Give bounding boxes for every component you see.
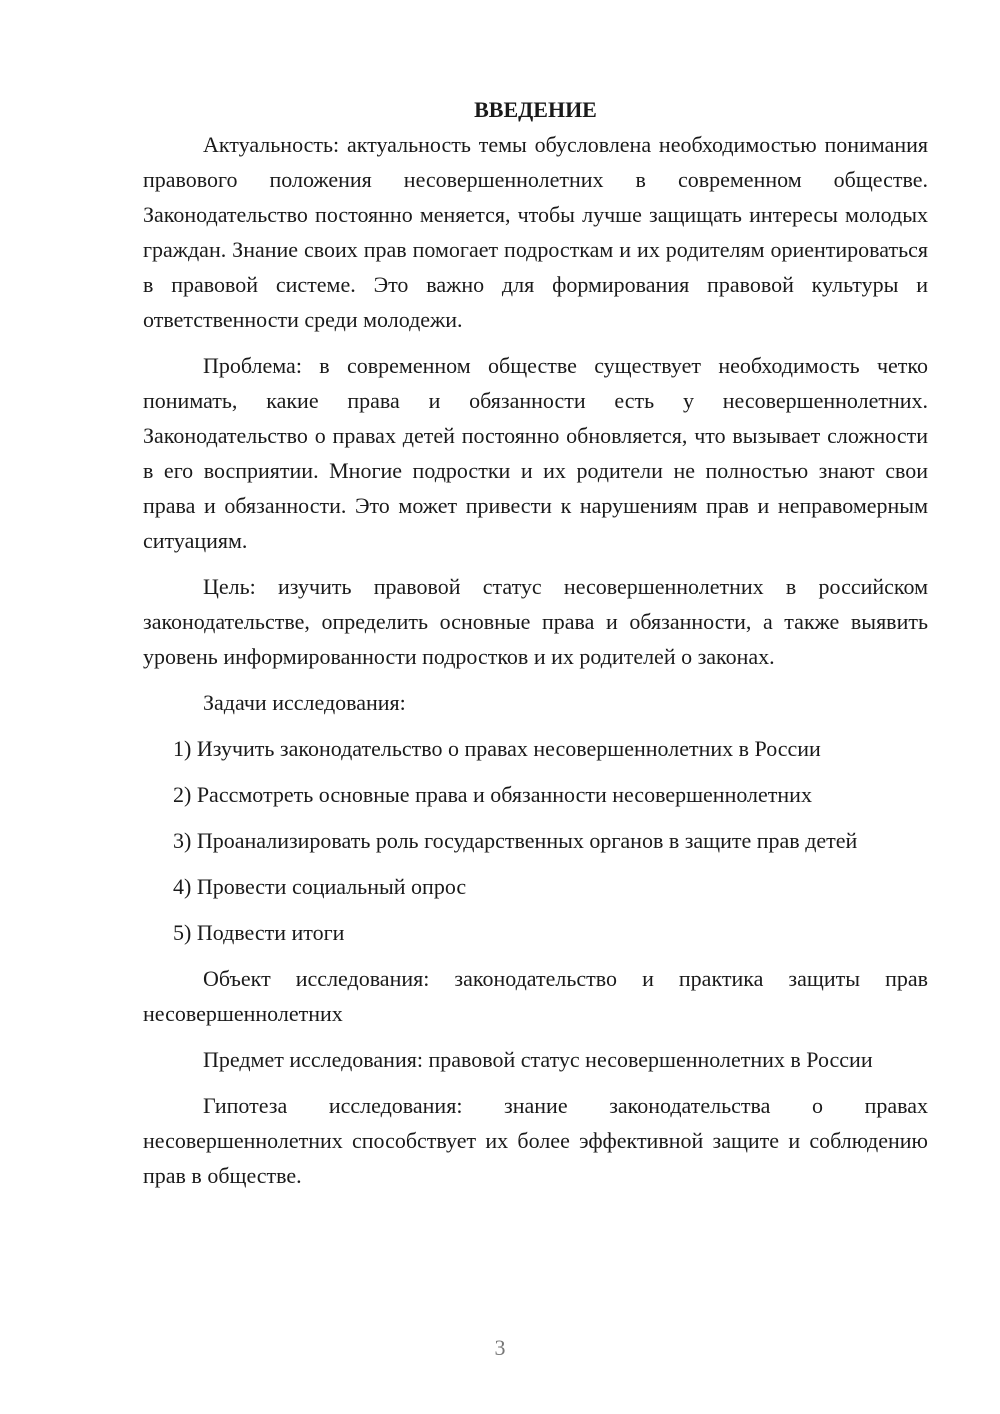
- tasks-list: [143, 731, 928, 950]
- task-item: 4) Провести социальный опрос: [173, 874, 467, 899]
- task-item: 5) Подвести итоги: [173, 920, 345, 945]
- subject-paragraph: Предмет исследования: правовой статус несовершеннолетних в России: [203, 1047, 873, 1072]
- problem-paragraph: Проблема: в современном обществе существует необходимость четко понимать, какие права и обязанности есть у несовершеннолетних. Законодательство о правах детей постоянно обновляется, что вызывает сложности в его восприятии. Многие подростки и их родители не полностью знают свои права и обязанности. Это может привести к нарушениям прав и неправомерным ситуациям.: [143, 353, 928, 553]
- hypothesis-paragraph: Гипотеза исследования: знание законодательства о правах несовершеннолетних способствует их более эффективной защите и соблюдению прав в обществе.: [143, 1093, 928, 1188]
- object-paragraph: Объект исследования: законодательство и практика защиты прав несовершеннолетних: [143, 966, 928, 1026]
- tasks-heading: Задачи исследования:: [203, 690, 406, 715]
- page-title: ВВЕДЕНИЕ: [474, 97, 597, 122]
- relevance-paragraph: Актуальность: актуальность темы обусловлена необходимостью понимания правового положения несовершеннолетних в современном обществе. Законодательство постоянно меняется, чтобы лучше защищать интересы молодых граждан. Знание своих прав помогает подросткам и их родителям ориентироваться в правовой системе. Это важно для формирования правовой культуры и ответственности среди молодежи.: [143, 132, 928, 332]
- page-number: 3: [494, 1335, 506, 1360]
- task-item: 2) Рассмотреть основные права и обязанности несовершеннолетних: [173, 782, 812, 807]
- document-page: [143, 92, 928, 1204]
- task-item: 1) Изучить законодательство о правах несовершеннолетних в России: [173, 736, 821, 761]
- goal-paragraph: Цель: изучить правовой статус несовершеннолетних в российском законодательстве, определить основные права и обязанности, а также выявить уровень информированности подростков и их родителей о законах.: [143, 574, 928, 669]
- task-item: 3) Проанализировать роль государственных органов в защите прав детей: [173, 828, 858, 853]
